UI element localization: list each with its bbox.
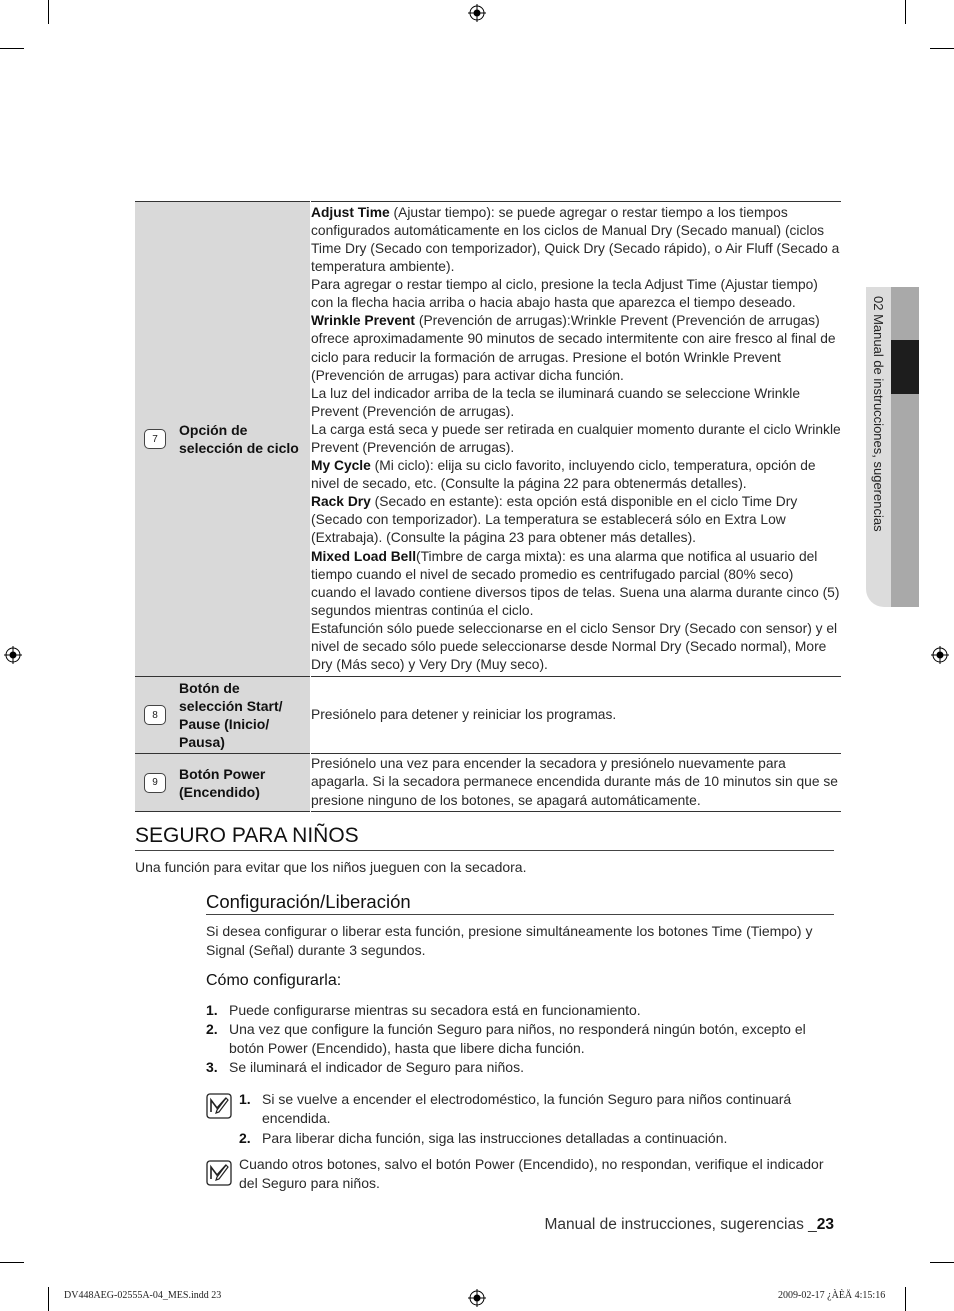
list-item: 1. Puede configurarse mientras su secadora está en funcionamiento. <box>206 1002 641 1018</box>
row-description <box>311 202 842 677</box>
row-number-badge: 7 <box>144 429 166 449</box>
subsection-paragraph: Si desea configurar o liberar esta función, presione simultáneamente los botones Time (Tiempo) y Signal (Señal) durante 3 segundos. <box>206 923 813 958</box>
section-intro: Una función para evitar que los niños jueguen con la secadora. <box>135 859 527 875</box>
note-pencil-icon <box>206 1093 232 1119</box>
row-label: Botón Power (Encendido) <box>179 765 266 800</box>
note-text: Cuando otros botones, salvo el botón Power (Encendido), no respondan, verifique el indicador del Seguro para niños. <box>239 1156 824 1191</box>
crop-mark <box>0 48 24 49</box>
table-row <box>135 677 841 754</box>
registration-mark-icon <box>4 646 22 664</box>
print-slug-file: DV448AEG-02555A-04_MES.indd 23 <box>64 1290 222 1301</box>
table-row <box>135 202 841 677</box>
row-label-cell <box>135 754 311 812</box>
page-number: 23 <box>816 1216 834 1233</box>
features-table <box>135 201 841 812</box>
row-label: Botón de selección Start/ Pause (Inicio/ Pausa) <box>179 680 283 750</box>
crop-mark <box>0 1262 24 1263</box>
desc-paragraph: La carga está seca y puede ser retirada en cualquier momento durante el ciclo Wrinkle Prevent (Prevención de arrugas). <box>311 421 841 455</box>
crop-mark <box>930 48 954 49</box>
list-item: 1. Si se vuelve a encender el electrodoméstico, la función Seguro para niños continuará encendida. <box>239 1091 792 1126</box>
page-footer: Manual de instrucciones, sugerencias _23 <box>544 1216 834 1233</box>
row-number-badge: 9 <box>144 773 166 793</box>
registration-mark-icon <box>468 4 486 22</box>
section-title: SEGURO PARA NIÑOS <box>135 823 834 851</box>
desc-paragraph: Estafunción sólo puede seleccionarse en el ciclo Sensor Dry (Secado con sensor) y el nivel de secado sólo puede seleccionarse desde Normal Dry (Secado normal), More Dry (Más seco) y Very Dry (Muy seco). <box>311 620 838 673</box>
chapter-tab-marker <box>891 340 919 394</box>
desc-paragraph: Para agregar o restar tiempo al ciclo, presione la tecla Adjust Time (Ajustar tiempo) con la flecha hacia arriba o hacia abajo hasta que aparezca el tiempo deseado. <box>311 277 818 311</box>
desc-paragraph: Adjust Time (Ajustar tiempo): se puede agregar o restar tiempo a los tiempos configurados automáticamente en los ciclos de Manual Dry (Secado manual) (ciclos Time Dry (Secado con temporizador), Quick Dry (Secado rápido), o Air Fluff (Secado a temperatura ambiente). <box>311 204 840 275</box>
crop-mark <box>905 0 906 24</box>
chapter-tab-strip <box>891 287 919 607</box>
print-slug-date: 2009-02-17 ¿ÀÈÄ 4:15:16 <box>778 1290 886 1301</box>
chapter-tab-label: 02 Manual de instrucciones, sugerencias <box>871 296 886 532</box>
row-label-cell <box>135 677 311 754</box>
desc-paragraph: My Cycle (Mi ciclo): elija su ciclo favorito, incluyendo ciclo, temperatura, opción de nivel de secado, etc. (Consulte la página 22 para obtenermás detalles). <box>311 458 816 492</box>
crop-mark <box>905 1287 906 1311</box>
note-list <box>239 1090 834 1149</box>
table-row <box>135 754 841 812</box>
desc-paragraph: La luz del indicador arriba de la tecla se iluminará cuando se seleccione Wrinkle Prevent (Prevención de arrugas). <box>311 385 801 419</box>
desc-paragraph: Presiónelo para detener y reiniciar los programas. <box>311 706 617 722</box>
crop-mark <box>48 0 49 24</box>
registration-mark-icon <box>931 646 949 664</box>
list-item: 3. Se iluminará el indicador de Seguro para niños. <box>206 1059 524 1075</box>
crop-mark <box>48 1287 49 1311</box>
note-pencil-icon <box>206 1160 232 1186</box>
list-item: 2. Una vez que configure la función Seguro para niños, no responderá ningún botón, excepto el botón Power (Encendido), hasta que libere dicha función. <box>206 1021 806 1056</box>
desc-paragraph: Rack Dry (Secado en estante): esta opción está disponible en el ciclo Time Dry (Secado con temporizador). La temperatura se establecerá sólo en Extra Low (Extrabaja). (Consulte la página 23 para obtener más detalles). <box>311 494 798 546</box>
row-label-cell <box>135 202 311 677</box>
list-item: 2. Para liberar dicha función, siga las instrucciones detalladas a continuación. <box>239 1130 728 1146</box>
registration-mark-icon <box>468 1289 486 1307</box>
row-number-badge: 8 <box>144 705 166 725</box>
steps-list <box>206 1001 836 1077</box>
desc-paragraph: Presiónelo una vez para encender la secadora y presiónelo nuevamente para apagarla. Si la secadora permanece encendida durante más de 10 minutos sin que se presione ninguno de los botones, se apagará automáticamente. <box>311 756 838 808</box>
row-description <box>311 677 842 754</box>
subsection-title: Configuración/Liberación <box>206 890 834 915</box>
desc-paragraph: Mixed Load Bell(Timbre de carga mixta): es una alarma que notifica al usuario del tiempo cuando el nivel de secado promedio es centrifugado parcial (80% seco) cuando el lavado contiene diversos tipos de telas. Suena una alarma durante cinco (5) segundos mientras continúa el ciclo. <box>311 548 840 618</box>
crop-mark <box>930 1262 954 1263</box>
desc-paragraph: Wrinkle Prevent (Prevención de arrugas):Wrinkle Prevent (Prevención de arrugas) ofrece aproximadamente 90 minutos de secado intermitente con aire fresco al final de ciclo para reducir la formación de arrugas. Presione el botón Wrinkle Prevent (Prevención de arrugas) para activar dicha función. <box>311 313 836 383</box>
howto-title: Cómo configurarla: <box>206 972 342 989</box>
row-description <box>311 754 842 812</box>
row-label: Opción de selección de ciclo <box>179 422 299 456</box>
